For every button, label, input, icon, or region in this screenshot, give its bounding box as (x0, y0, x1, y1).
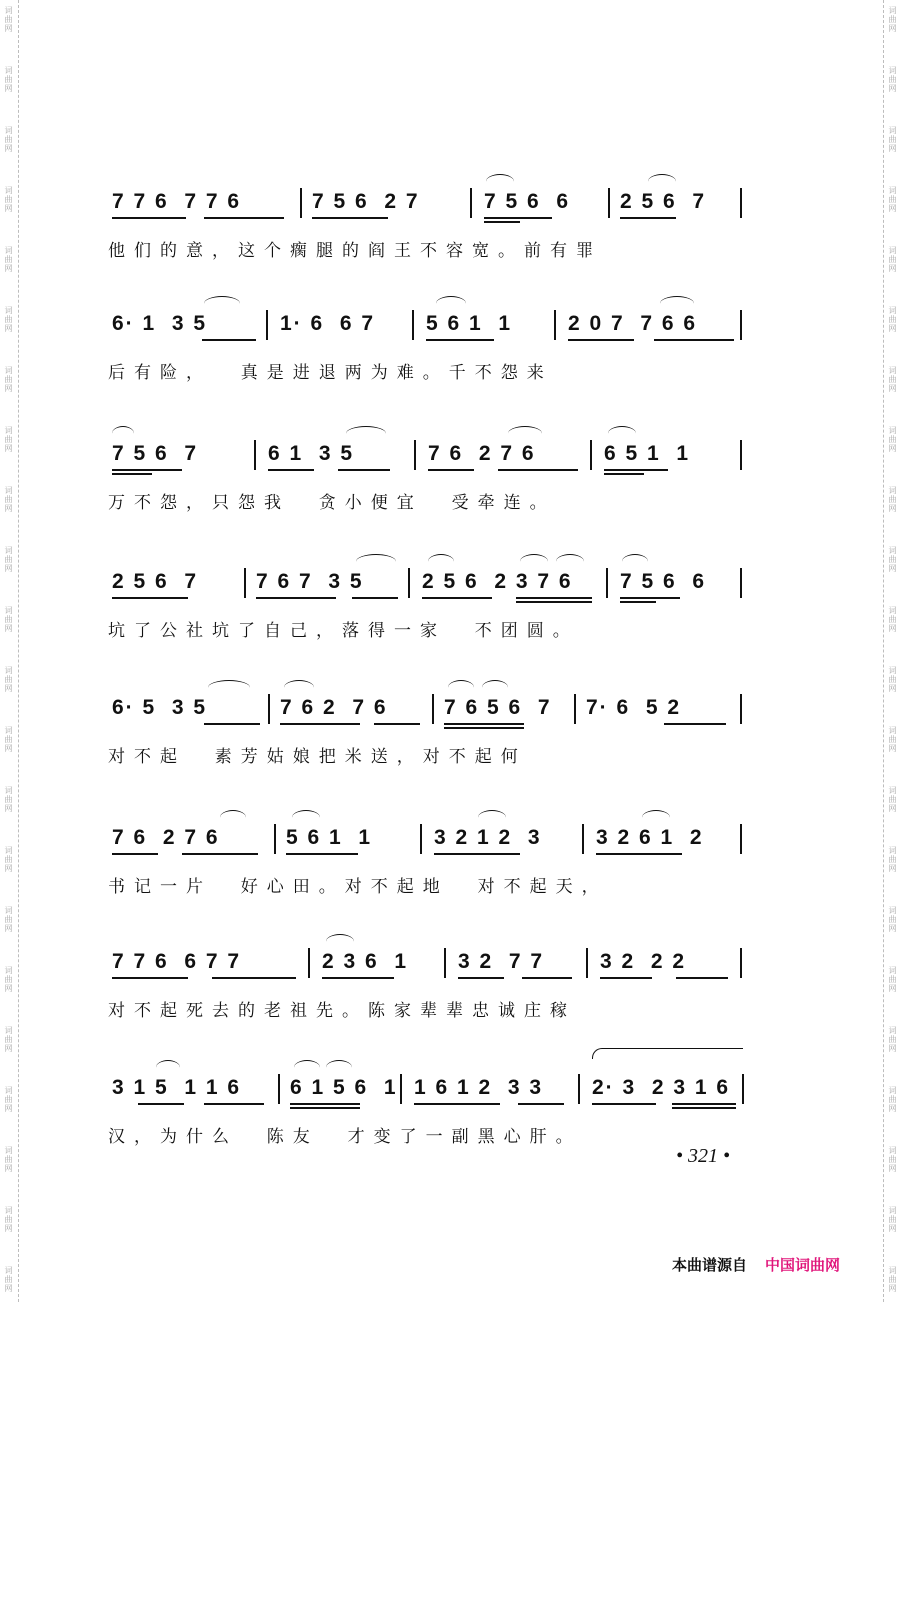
bar-line (742, 1074, 744, 1104)
beam (112, 217, 186, 219)
beam (484, 217, 552, 219)
watermark: 词曲网 (4, 846, 13, 873)
beam (620, 597, 680, 599)
watermark: 词曲网 (888, 306, 897, 333)
watermark: 词曲网 (4, 486, 13, 513)
slur (556, 554, 584, 569)
bar-line (244, 568, 246, 598)
beam (322, 977, 394, 979)
bar-line (740, 310, 742, 340)
notation-line (108, 436, 748, 476)
measure: 2 0 7 7 6 6 (568, 312, 698, 335)
beam (568, 339, 634, 341)
measure: 3 1 5 1 1 6 (112, 1076, 242, 1099)
beam (112, 473, 152, 475)
lyrics-line: 坑了公社坑了自己，落得一家 不团圆。 (108, 621, 579, 641)
watermark: 词曲网 (888, 786, 897, 813)
measure: 3 2 2 2 (600, 950, 687, 973)
watermark: 词曲网 (4, 786, 13, 813)
lyrics-line: 汉，为什么 陈友 才变了一副黑心肝。 (108, 1127, 582, 1147)
beam (422, 597, 492, 599)
measure: 7 5 6 7 (112, 442, 199, 465)
watermark: 词曲网 (4, 66, 13, 93)
beam (204, 723, 260, 725)
beam (518, 1103, 564, 1105)
bar-line (740, 440, 742, 470)
watermark: 词曲网 (888, 1086, 897, 1113)
watermark: 词曲网 (4, 1026, 13, 1053)
watermark: 词曲网 (4, 906, 13, 933)
measure: 6 5 1 1 (604, 442, 691, 465)
bar-line (412, 310, 414, 340)
bar-line (740, 694, 742, 724)
measure: 7 6 2 7 6 (428, 442, 536, 465)
measure: 2 3 6 1 (322, 950, 409, 973)
measure: 1 6 1 2 3 3 (414, 1076, 544, 1099)
beam (112, 597, 188, 599)
slur (156, 1060, 180, 1075)
measure: 7 6 2 7 6 (112, 826, 220, 849)
beam (290, 1107, 360, 1109)
watermark: 词曲网 (888, 246, 897, 273)
bar-line (606, 568, 608, 598)
beam (112, 977, 188, 979)
watermark: 词曲网 (888, 1146, 897, 1173)
watermark: 词曲网 (4, 6, 13, 33)
beam (484, 221, 520, 223)
bar-line (254, 440, 256, 470)
notation-line (108, 184, 748, 224)
slur (208, 680, 250, 695)
lyrics-line: 后有险， 真是进退两为难。千不怨来 (108, 363, 553, 383)
bar-line (740, 824, 742, 854)
beam (352, 597, 398, 599)
measure: 3 2 7 7 (458, 950, 545, 973)
measure: 7 6 2 7 6 (280, 696, 388, 719)
slur (508, 426, 542, 441)
watermark: 词曲网 (4, 1266, 13, 1293)
beam (426, 339, 494, 341)
slur (608, 426, 636, 441)
beam (672, 1107, 736, 1109)
bar-line (420, 824, 422, 854)
watermark: 词曲网 (888, 906, 897, 933)
beam (112, 853, 158, 855)
slur (220, 810, 246, 825)
lyrics-line: 对不起 素芳姑娘把米送，对不起何 (108, 747, 527, 767)
watermark: 词曲网 (4, 966, 13, 993)
notation-line (108, 306, 748, 346)
measure: 7· 6 5 2 (586, 696, 682, 719)
bar-line (278, 1074, 280, 1104)
bar-line (268, 694, 270, 724)
watermark: 词曲网 (888, 126, 897, 153)
measure: 7 7 6 7 7 6 (112, 190, 242, 213)
bar-line (444, 948, 446, 978)
lyrics-line: 书记一片 好心田。对不起地 对不起天， (108, 877, 608, 897)
bar-line (582, 824, 584, 854)
watermark: 词曲网 (888, 666, 897, 693)
bar-line (470, 188, 472, 218)
footer-brand-link[interactable]: 中国词曲网 (765, 1256, 841, 1274)
bar-line (586, 948, 588, 978)
measure: 1· 6 6 7 (280, 312, 376, 335)
notation-line (108, 690, 748, 730)
beam (414, 1103, 500, 1105)
beam (458, 977, 504, 979)
slur (326, 1060, 352, 1075)
footer-source-label: 本曲谱源自 (672, 1256, 748, 1274)
right-margin (883, 0, 902, 1302)
measure: 6 1 3 5 (268, 442, 355, 465)
bar-line (414, 440, 416, 470)
watermark: 词曲网 (888, 366, 897, 393)
beam (268, 469, 314, 471)
measure: 5 6 1 1 (426, 312, 513, 335)
slur (292, 810, 320, 825)
slur (648, 174, 676, 189)
bar-line (300, 188, 302, 218)
page-number: • 321 • (676, 1145, 731, 1167)
slur (204, 296, 240, 311)
watermark: 词曲网 (888, 966, 897, 993)
beam (312, 217, 388, 219)
measure: 7 5 6 6 (620, 570, 707, 593)
beam (212, 977, 296, 979)
footer (672, 1254, 840, 1275)
beam (620, 217, 676, 219)
notation-line (108, 564, 748, 604)
watermark: 词曲网 (4, 1146, 13, 1173)
watermark: 词曲网 (888, 186, 897, 213)
beam (522, 977, 572, 979)
beam (138, 1103, 184, 1105)
beam (290, 1103, 360, 1105)
watermark: 词曲网 (888, 546, 897, 573)
measure: 7 5 6 6 (484, 190, 571, 213)
bar-line (274, 824, 276, 854)
bar-line (308, 948, 310, 978)
notation-line (108, 1070, 748, 1110)
bar-line (740, 948, 742, 978)
watermark: 词曲网 (4, 126, 13, 153)
beam (620, 601, 656, 603)
beam (654, 339, 734, 341)
beam (604, 473, 644, 475)
watermark: 词曲网 (888, 1266, 897, 1293)
beam (182, 853, 258, 855)
beam (596, 853, 682, 855)
beam (600, 977, 652, 979)
beam (498, 469, 578, 471)
measure: 7 7 6 6 7 7 (112, 950, 242, 973)
notation-line (108, 820, 748, 860)
watermark: 词曲网 (4, 366, 13, 393)
bar-line (574, 694, 576, 724)
beam (428, 469, 474, 471)
score-system-8 (108, 1070, 748, 1180)
watermark: 词曲网 (4, 246, 13, 273)
watermark: 词曲网 (888, 606, 897, 633)
bar-line (266, 310, 268, 340)
beam (204, 217, 284, 219)
score-system-4 (108, 564, 748, 674)
measure: 7 6 7 3 5 (256, 570, 364, 593)
slur (486, 174, 514, 189)
measure: 2 5 6 2 3 7 6 (422, 570, 573, 593)
beam (256, 597, 336, 599)
watermark: 词曲网 (4, 546, 13, 573)
slur (660, 296, 694, 311)
bar-line (608, 188, 610, 218)
bar-line (400, 1074, 402, 1104)
measure: 7 5 6 2 7 (312, 190, 420, 213)
watermark: 词曲网 (888, 486, 897, 513)
bar-line (740, 188, 742, 218)
watermark: 词曲网 (4, 1206, 13, 1233)
tie-curve (592, 1048, 743, 1059)
slur (294, 1060, 320, 1075)
bar-line (740, 568, 742, 598)
slur (478, 810, 506, 825)
beam (444, 723, 524, 725)
measure: 2· 3 2 3 1 6 (592, 1076, 731, 1099)
slur (448, 680, 474, 695)
watermark: 词曲网 (4, 1086, 13, 1113)
watermark: 词曲网 (888, 726, 897, 753)
slur (346, 426, 386, 441)
beam (338, 469, 390, 471)
bar-line (554, 310, 556, 340)
watermark: 词曲网 (888, 1026, 897, 1053)
beam (676, 977, 728, 979)
beam (374, 723, 420, 725)
lyrics-line: 万不怨，只怨我 贪小便宜 受牵连。 (108, 493, 556, 513)
watermark: 词曲网 (4, 186, 13, 213)
bar-line (590, 440, 592, 470)
measure: 3 2 1 2 3 (434, 826, 542, 849)
slur (642, 810, 670, 825)
beam (604, 469, 668, 471)
slur (520, 554, 548, 569)
beam (516, 597, 592, 599)
slur (326, 934, 354, 949)
slur (482, 680, 508, 695)
beam (516, 601, 592, 603)
measure: 5 6 1 1 (286, 826, 373, 849)
left-margin (0, 0, 19, 1302)
watermark: 词曲网 (888, 426, 897, 453)
slur (622, 554, 648, 569)
measure: 2 5 6 7 (112, 570, 199, 593)
score-system-5 (108, 690, 748, 800)
beam (202, 339, 256, 341)
score-system-3 (108, 436, 748, 546)
watermark: 词曲网 (4, 306, 13, 333)
watermark: 词曲网 (888, 1206, 897, 1233)
watermark: 词曲网 (888, 846, 897, 873)
beam (280, 723, 360, 725)
slur (428, 554, 454, 569)
measure: 7 6 5 6 7 (444, 696, 552, 719)
beam (204, 1103, 264, 1105)
watermark: 词曲网 (4, 426, 13, 453)
score-system-7 (108, 944, 748, 1054)
beam (444, 727, 524, 729)
measure: 3 2 6 1 2 (596, 826, 704, 849)
beam (434, 853, 520, 855)
bar-line (432, 694, 434, 724)
lyrics-line: 对不起死去的老祖先。陈家辈辈忠诚庄稼 (108, 1001, 576, 1021)
notation-line (108, 944, 748, 984)
watermark: 词曲网 (888, 6, 897, 33)
bar-line (408, 568, 410, 598)
slur (436, 296, 466, 311)
slur (284, 680, 314, 695)
score-system-2 (108, 306, 748, 416)
measure: 2 5 6 7 (620, 190, 707, 213)
beam (672, 1103, 736, 1105)
measure: 6· 5 3 5 (112, 696, 208, 719)
score-system-1 (108, 184, 748, 294)
slur (356, 554, 396, 569)
measure: 6· 1 3 5 (112, 312, 208, 335)
slur (112, 426, 134, 441)
beam (112, 469, 182, 471)
watermark: 词曲网 (4, 726, 13, 753)
beam (286, 853, 358, 855)
watermark: 词曲网 (4, 666, 13, 693)
measure: 6 1 5 6 1 (290, 1076, 398, 1099)
lyrics-line: 他们的意，这个瘸腿的阎王不容宽。前有罪 (108, 241, 602, 261)
watermark: 词曲网 (888, 66, 897, 93)
bar-line (578, 1074, 580, 1104)
beam (592, 1103, 656, 1105)
score-system-6 (108, 820, 748, 930)
watermark: 词曲网 (4, 606, 13, 633)
beam (664, 723, 726, 725)
